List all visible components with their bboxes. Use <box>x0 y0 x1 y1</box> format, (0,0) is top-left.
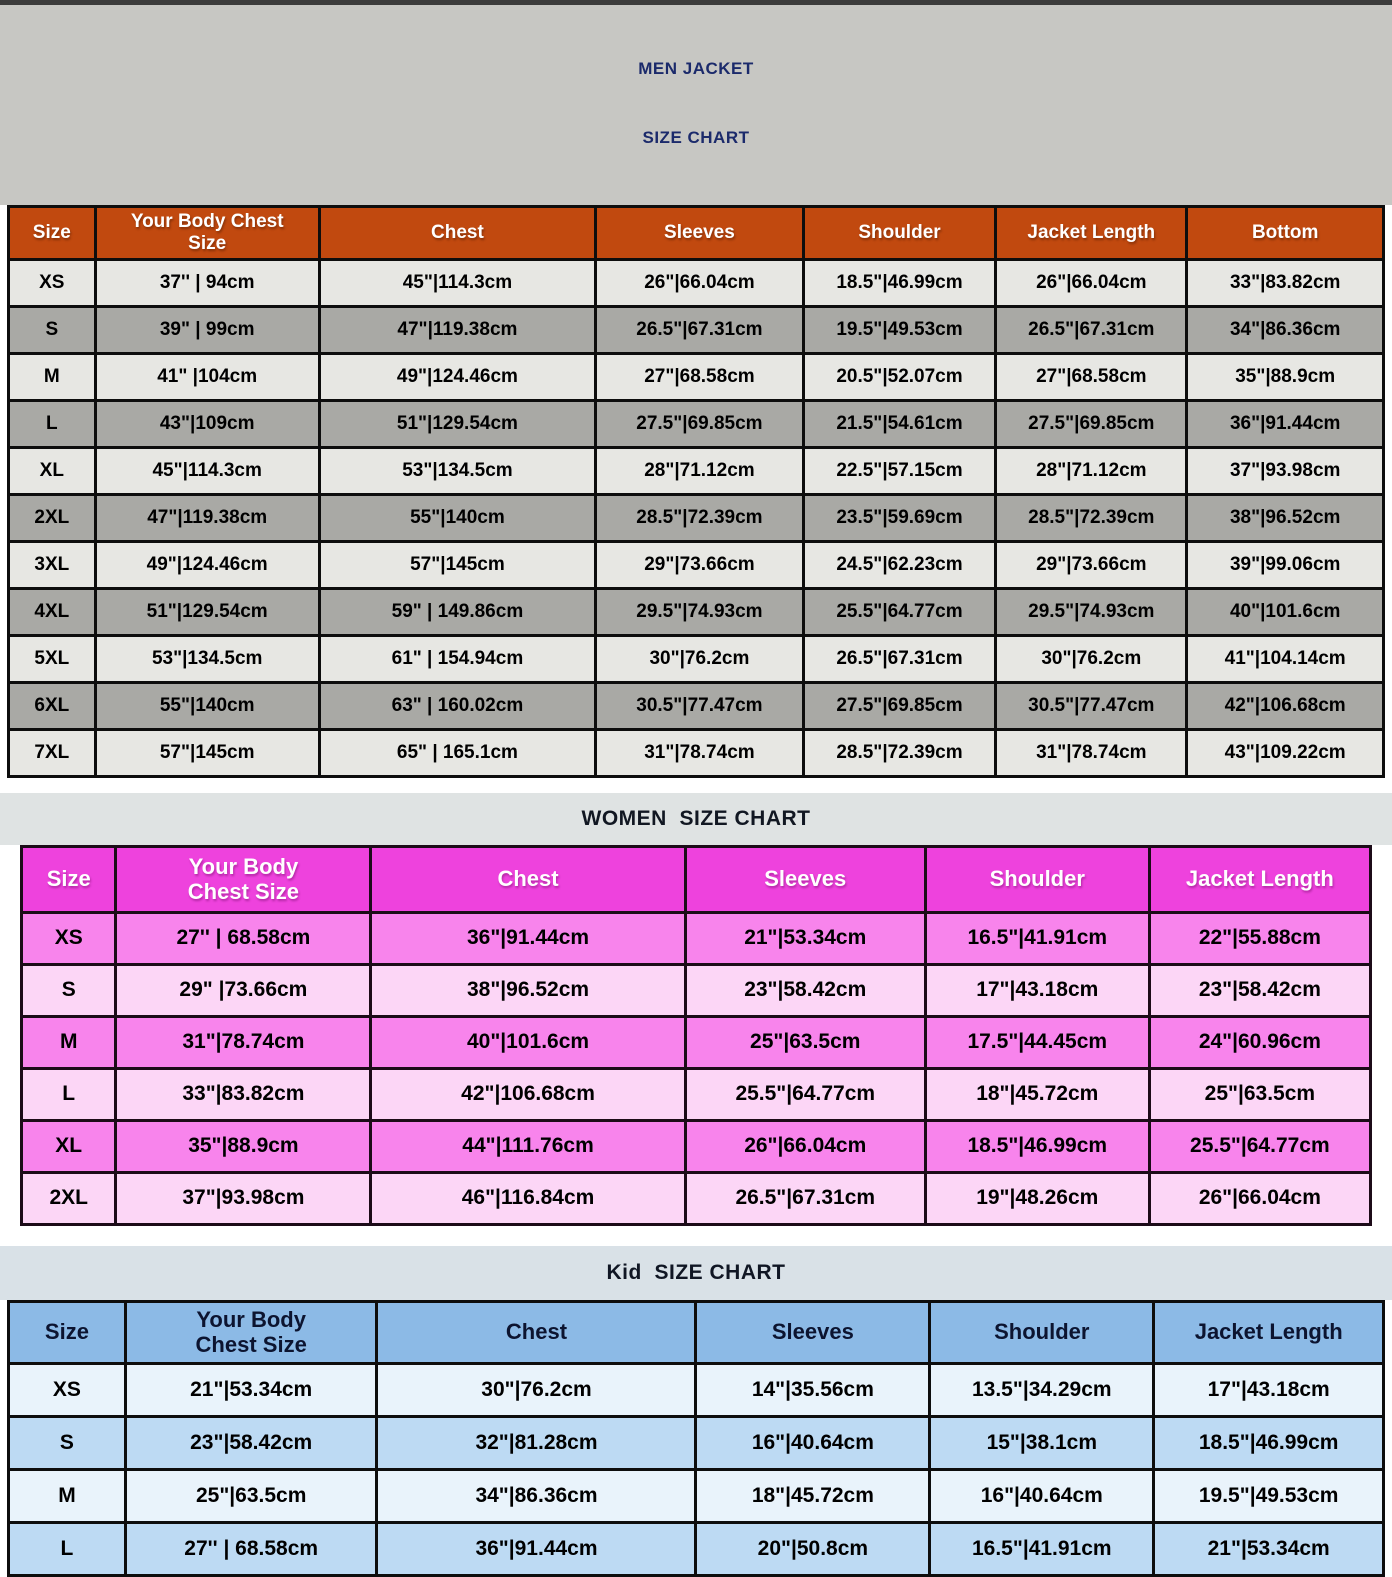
measurement-cell: 16"|40.64cm <box>696 1416 930 1469</box>
measurement-cell: 65" | 165.1cm <box>319 729 595 776</box>
measurement-cell: 18"|45.72cm <box>925 1068 1149 1120</box>
men-column-header-5: Jacket Length <box>996 206 1187 259</box>
measurement-cell: 45"|114.3cm <box>319 259 595 306</box>
size-label-cell: 4XL <box>9 588 96 635</box>
size-label-cell: S <box>9 306 96 353</box>
men-column-header-2: Chest <box>319 206 595 259</box>
kid-column-header-3: Sleeves <box>696 1301 930 1363</box>
size-label-cell: XL <box>22 1120 116 1172</box>
men-column-header-6: Bottom <box>1187 206 1384 259</box>
kid-size-table <box>7 1300 1385 1577</box>
measurement-cell: 34"|86.36cm <box>377 1469 696 1522</box>
men-header-row <box>9 206 1384 259</box>
men-column-header-1: Your Body Chest Size <box>95 206 319 259</box>
kid-header-row <box>9 1301 1384 1363</box>
measurement-cell: 27'' | 68.58cm <box>116 912 371 964</box>
measurement-cell: 43"|109cm <box>95 400 319 447</box>
measurement-cell: 22"|55.88cm <box>1149 912 1370 964</box>
measurement-cell: 38"|96.52cm <box>371 964 685 1016</box>
women-column-header-4: Shoulder <box>925 846 1149 912</box>
measurement-cell: 27"|68.58cm <box>996 353 1187 400</box>
men-row-s <box>9 306 1384 353</box>
measurement-cell: 18.5"|46.99cm <box>803 259 996 306</box>
kid-column-header-1: Your Body Chest Size <box>125 1301 377 1363</box>
measurement-cell: 47"|119.38cm <box>95 494 319 541</box>
measurement-cell: 15"|38.1cm <box>930 1416 1154 1469</box>
measurement-cell: 26.5"|67.31cm <box>803 635 996 682</box>
men-row-l <box>9 400 1384 447</box>
kid-column-header-4: Shoulder <box>930 1301 1154 1363</box>
women-column-header-0: Size <box>22 846 116 912</box>
measurement-cell: 26"|66.04cm <box>996 259 1187 306</box>
size-label-cell: M <box>22 1016 116 1068</box>
size-label-cell: S <box>9 1416 126 1469</box>
measurement-cell: 59" | 149.86cm <box>319 588 595 635</box>
measurement-cell: 51"|129.54cm <box>95 588 319 635</box>
measurement-cell: 36"|91.44cm <box>377 1522 696 1575</box>
measurement-cell: 29.5"|74.93cm <box>596 588 804 635</box>
measurement-cell: 57"|145cm <box>95 729 319 776</box>
section-gap <box>0 778 1392 793</box>
men-row-xs <box>9 259 1384 306</box>
measurement-cell: 16.5"|41.91cm <box>925 912 1149 964</box>
measurement-cell: 22.5"|57.15cm <box>803 447 996 494</box>
measurement-cell: 47"|119.38cm <box>319 306 595 353</box>
measurement-cell: 43"|109.22cm <box>1187 729 1384 776</box>
men-row-2xl <box>9 494 1384 541</box>
measurement-cell: 27.5"|69.85cm <box>803 682 996 729</box>
measurement-cell: 23.5"|59.69cm <box>803 494 996 541</box>
measurement-cell: 51"|129.54cm <box>319 400 595 447</box>
measurement-cell: 26.5"|67.31cm <box>596 306 804 353</box>
measurement-cell: 28.5"|72.39cm <box>803 729 996 776</box>
measurement-cell: 45"|114.3cm <box>95 447 319 494</box>
measurement-cell: 53"|134.5cm <box>319 447 595 494</box>
size-label-cell: XS <box>22 912 116 964</box>
measurement-cell: 17"|43.18cm <box>925 964 1149 1016</box>
measurement-cell: 49"|124.46cm <box>319 353 595 400</box>
size-label-cell: 6XL <box>9 682 96 729</box>
measurement-cell: 21.5"|54.61cm <box>803 400 996 447</box>
measurement-cell: 18.5"|46.99cm <box>1154 1416 1384 1469</box>
women-row-s <box>22 964 1371 1016</box>
measurement-cell: 23"|58.42cm <box>125 1416 377 1469</box>
kid-size-chart-section <box>0 1246 1392 1577</box>
measurement-cell: 27.5"|69.85cm <box>996 400 1187 447</box>
measurement-cell: 25"|63.5cm <box>1149 1068 1370 1120</box>
measurement-cell: 39"|99.06cm <box>1187 541 1384 588</box>
measurement-cell: 24.5"|62.23cm <box>803 541 996 588</box>
measurement-cell: 27'' | 68.58cm <box>125 1522 377 1575</box>
men-row-5xl <box>9 635 1384 682</box>
size-label-cell: 3XL <box>9 541 96 588</box>
men-row-m <box>9 353 1384 400</box>
measurement-cell: 34"|86.36cm <box>1187 306 1384 353</box>
measurement-cell: 17.5"|44.45cm <box>925 1016 1149 1068</box>
measurement-cell: 40"|101.6cm <box>371 1016 685 1068</box>
measurement-cell: 23"|58.42cm <box>685 964 925 1016</box>
measurement-cell: 32"|81.28cm <box>377 1416 696 1469</box>
measurement-cell: 14"|35.56cm <box>696 1363 930 1416</box>
measurement-cell: 42"|106.68cm <box>371 1068 685 1120</box>
measurement-cell: 13.5"|34.29cm <box>930 1363 1154 1416</box>
measurement-cell: 19.5"|49.53cm <box>1154 1469 1384 1522</box>
measurement-cell: 26"|66.04cm <box>1149 1172 1370 1224</box>
measurement-cell: 53"|134.5cm <box>95 635 319 682</box>
measurement-cell: 37"|93.98cm <box>116 1172 371 1224</box>
measurement-cell: 40"|101.6cm <box>1187 588 1384 635</box>
measurement-cell: 25.5"|64.77cm <box>685 1068 925 1120</box>
measurement-cell: 41"|104.14cm <box>1187 635 1384 682</box>
women-column-header-2: Chest <box>371 846 685 912</box>
size-label-cell: XS <box>9 1363 126 1416</box>
men-row-4xl <box>9 588 1384 635</box>
kid-row-s <box>9 1416 1384 1469</box>
size-label-cell: L <box>9 1522 126 1575</box>
section-gap <box>0 1226 1392 1246</box>
size-label-cell: L <box>9 400 96 447</box>
women-row-2xl <box>22 1172 1371 1224</box>
women-row-xs <box>22 912 1371 964</box>
measurement-cell: 39" | 99cm <box>95 306 319 353</box>
size-label-cell: 2XL <box>9 494 96 541</box>
women-chart-title: WOMEN SIZE CHART <box>0 793 1392 845</box>
measurement-cell: 31"|78.74cm <box>116 1016 371 1068</box>
measurement-cell: 26.5"|67.31cm <box>685 1172 925 1224</box>
measurement-cell: 29" |73.66cm <box>116 964 371 1016</box>
measurement-cell: 25"|63.5cm <box>125 1469 377 1522</box>
size-label-cell: XS <box>9 259 96 306</box>
size-label-cell: S <box>22 964 116 1016</box>
women-column-header-5: Jacket Length <box>1149 846 1370 912</box>
measurement-cell: 27.5"|69.85cm <box>596 400 804 447</box>
women-row-xl <box>22 1120 1371 1172</box>
measurement-cell: 31"|78.74cm <box>996 729 1187 776</box>
measurement-cell: 18.5"|46.99cm <box>925 1120 1149 1172</box>
measurement-cell: 26"|66.04cm <box>685 1120 925 1172</box>
measurement-cell: 28"|71.12cm <box>996 447 1187 494</box>
measurement-cell: 41" |104cm <box>95 353 319 400</box>
measurement-cell: 21"|53.34cm <box>685 912 925 964</box>
measurement-cell: 63" | 160.02cm <box>319 682 595 729</box>
measurement-cell: 57"|145cm <box>319 541 595 588</box>
measurement-cell: 21"|53.34cm <box>1154 1522 1384 1575</box>
measurement-cell: 20"|50.8cm <box>696 1522 930 1575</box>
size-label-cell: 5XL <box>9 635 96 682</box>
men-column-header-3: Sleeves <box>596 206 804 259</box>
measurement-cell: 29"|73.66cm <box>996 541 1187 588</box>
measurement-cell: 25"|63.5cm <box>685 1016 925 1068</box>
measurement-cell: 30.5"|77.47cm <box>996 682 1187 729</box>
women-size-table <box>20 845 1372 1226</box>
measurement-cell: 17"|43.18cm <box>1154 1363 1384 1416</box>
measurement-cell: 35"|88.9cm <box>1187 353 1384 400</box>
women-size-chart-section <box>0 793 1392 1226</box>
measurement-cell: 28.5"|72.39cm <box>996 494 1187 541</box>
kid-row-l <box>9 1522 1384 1575</box>
measurement-cell: 33"|83.82cm <box>1187 259 1384 306</box>
kid-row-m <box>9 1469 1384 1522</box>
men-row-3xl <box>9 541 1384 588</box>
measurement-cell: 28"|71.12cm <box>596 447 804 494</box>
measurement-cell: 35"|88.9cm <box>116 1120 371 1172</box>
measurement-cell: 37"|93.98cm <box>1187 447 1384 494</box>
kid-row-xs <box>9 1363 1384 1416</box>
men-column-header-4: Shoulder <box>803 206 996 259</box>
women-header-row <box>22 846 1371 912</box>
measurement-cell: 16.5"|41.91cm <box>930 1522 1154 1575</box>
measurement-cell: 55"|140cm <box>319 494 595 541</box>
measurement-cell: 46"|116.84cm <box>371 1172 685 1224</box>
men-size-chart-section <box>0 0 1392 778</box>
measurement-cell: 30"|76.2cm <box>596 635 804 682</box>
measurement-cell: 33"|83.82cm <box>116 1068 371 1120</box>
measurement-cell: 29.5"|74.93cm <box>996 588 1187 635</box>
kid-column-header-2: Chest <box>377 1301 696 1363</box>
women-row-l <box>22 1068 1371 1120</box>
measurement-cell: 30"|76.2cm <box>377 1363 696 1416</box>
women-column-header-3: Sleeves <box>685 846 925 912</box>
measurement-cell: 24"|60.96cm <box>1149 1016 1370 1068</box>
measurement-cell: 23"|58.42cm <box>1149 964 1370 1016</box>
men-chart-title-line2: SIZE CHART <box>642 127 750 147</box>
measurement-cell: 29"|73.66cm <box>596 541 804 588</box>
measurement-cell: 61" | 154.94cm <box>319 635 595 682</box>
measurement-cell: 26.5"|67.31cm <box>996 306 1187 353</box>
measurement-cell: 27"|68.58cm <box>596 353 804 400</box>
women-row-m <box>22 1016 1371 1068</box>
kid-chart-title: Kid SIZE CHART <box>0 1246 1392 1300</box>
men-row-xl <box>9 447 1384 494</box>
measurement-cell: 21"|53.34cm <box>125 1363 377 1416</box>
measurement-cell: 42"|106.68cm <box>1187 682 1384 729</box>
measurement-cell: 30"|76.2cm <box>996 635 1187 682</box>
men-row-6xl <box>9 682 1384 729</box>
kid-column-header-5: Jacket Length <box>1154 1301 1384 1363</box>
men-chart-title-line1: MEN JACKET <box>638 58 754 78</box>
measurement-cell: 44"|111.76cm <box>371 1120 685 1172</box>
measurement-cell: 31"|78.74cm <box>596 729 804 776</box>
measurement-cell: 49"|124.46cm <box>95 541 319 588</box>
men-row-7xl <box>9 729 1384 776</box>
measurement-cell: 55"|140cm <box>95 682 319 729</box>
men-chart-title <box>0 0 1392 205</box>
men-size-table <box>7 205 1385 778</box>
measurement-cell: 30.5"|77.47cm <box>596 682 804 729</box>
measurement-cell: 20.5"|52.07cm <box>803 353 996 400</box>
measurement-cell: 19.5"|49.53cm <box>803 306 996 353</box>
measurement-cell: 38"|96.52cm <box>1187 494 1384 541</box>
measurement-cell: 16"|40.64cm <box>930 1469 1154 1522</box>
women-column-header-1: Your Body Chest Size <box>116 846 371 912</box>
size-label-cell: 7XL <box>9 729 96 776</box>
measurement-cell: 26"|66.04cm <box>596 259 804 306</box>
measurement-cell: 36"|91.44cm <box>371 912 685 964</box>
size-label-cell: 2XL <box>22 1172 116 1224</box>
size-label-cell: M <box>9 1469 126 1522</box>
kid-column-header-0: Size <box>9 1301 126 1363</box>
measurement-cell: 28.5"|72.39cm <box>596 494 804 541</box>
measurement-cell: 25.5"|64.77cm <box>1149 1120 1370 1172</box>
size-label-cell: L <box>22 1068 116 1120</box>
size-label-cell: XL <box>9 447 96 494</box>
measurement-cell: 37'' | 94cm <box>95 259 319 306</box>
measurement-cell: 36"|91.44cm <box>1187 400 1384 447</box>
men-column-header-0: Size <box>9 206 96 259</box>
measurement-cell: 25.5"|64.77cm <box>803 588 996 635</box>
size-label-cell: M <box>9 353 96 400</box>
measurement-cell: 18"|45.72cm <box>696 1469 930 1522</box>
measurement-cell: 19"|48.26cm <box>925 1172 1149 1224</box>
